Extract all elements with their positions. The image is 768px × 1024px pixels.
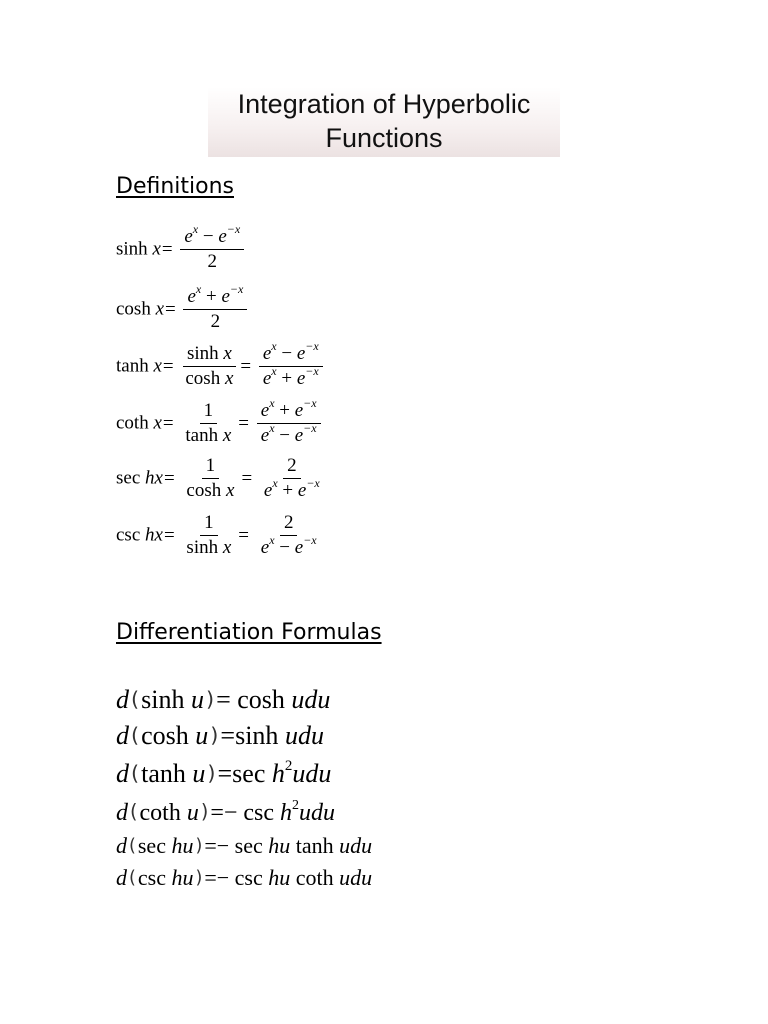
fraction: $\frac{1}{\text{tanh x}}$ [185,400,232,446]
fraction: $\frac{1}{\text{cosh x}}$ [186,455,235,501]
title-banner [208,87,560,157]
differentiation-heading: Differentiation Formulas [116,620,382,645]
def-cosh: cosh x= $\frac{e^x + e^{-x}}{2}$ [116,286,249,333]
def-sinh: sinh x= $\frac{e^x - e^{-x}}{2}$ [116,226,246,273]
fraction: $\frac{\text{sinh x}}{\text{cosh x}}$ [181,343,237,390]
deriv-cosh: d(cosh u)=sinh udu [116,721,324,750]
fraction: $\frac{e^x - e^{-x}}{e^x + e^{-x}}$ [259,343,323,390]
deriv-tanh: d(tanh u)=sec $h^2udu$ [116,758,332,788]
deriv-sech: d (sec hu )=− sec hu tanh udu [116,833,373,858]
title-line-1: Integration of Hyperbolic [237,89,531,119]
fraction: $\frac{1}{\text{sinh x}}$ [186,512,232,558]
fraction: $\frac{e^x + e^{-x}}{e^x - e^{-x}}$ [257,400,321,447]
definitions-heading: Definitions [116,174,234,199]
deriv-sinh: d(sinh u)= cosh udu [116,685,331,714]
def-csch: csc hx= $\frac{1}{\text{sinh x}}$ = $\frac{2}{e^x - e^{-x}}$ [116,512,323,559]
def-tanh: tanh x= $\frac{\text{sinh x}}{\text{cosh x}}$ = $\frac{e^x - e^{-x}}{e^x + e^{-x}}$ [116,343,325,390]
fraction: $\frac{2}{e^x + e^{-x}}$ [263,455,320,501]
def-sech: sec hx= $\frac{1}{\text{cosh x}}$ = $\frac{2}{e^x + e^{-x}}$ [116,455,326,502]
fraction: $\frac{e^x + e^{-x}}{2}$ [183,286,247,333]
def-coth: coth x= $\frac{1}{\text{tanh x}}$ = $\frac{e^x + e^{-x}}{e^x - e^{-x}}$ [116,400,323,447]
title-line-2: Functions [325,123,443,153]
fraction: $\frac{e^x - e^{-x}}{2}$ [180,226,244,273]
deriv-coth: d (coth u )=− $\csc h^2udu$ [116,798,336,826]
fraction: $\frac{2}{e^x - e^{-x}}$ [260,512,317,558]
deriv-csch: d (csc hu )=− csc hu coth udu [116,865,373,890]
